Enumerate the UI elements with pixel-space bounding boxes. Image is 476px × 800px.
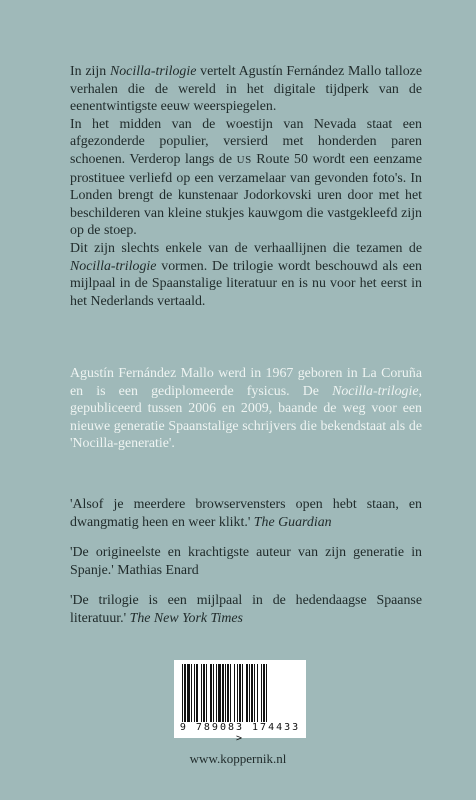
press-quote: 'De trilogie is een mijlpaal in de hedendaagse Spaanse literatuur.' The New York Times [70, 593, 422, 626]
barcode-bar [216, 664, 217, 722]
barcode-bar [184, 664, 186, 722]
isbn-barcode [174, 660, 306, 744]
press-quotes [70, 496, 422, 641]
barcode-bar [263, 664, 265, 722]
barcode-bar [196, 664, 198, 722]
barcode-bar [251, 664, 253, 722]
quote-source: Mathias Enard [117, 562, 199, 578]
barcode-bar [242, 664, 243, 722]
book-description [70, 63, 422, 310]
barcode-bar [261, 664, 262, 722]
description-paragraph-3: Dit zijn slechts enkele van de verhaallijnen die tezamen de Nocilla-trilogie vormen. De trilogie wordt beschouwd als een mijlpaal in de Spaanstalige literatuur en is nu voor het eerst in het Nederlands vertaald. [70, 240, 422, 309]
barcode-bar [222, 664, 224, 722]
barcode-bar [234, 664, 235, 722]
barcode-bar [201, 664, 202, 722]
barcode-bar [237, 664, 238, 722]
book-title-italic: Nocilla-trilogie [70, 258, 157, 274]
barcode-bar [194, 664, 195, 722]
isbn-number: 9 789083 174433 > [179, 722, 301, 744]
author-bio [70, 365, 422, 453]
barcode-bar [227, 664, 229, 722]
press-quote: 'De origineelste en krachtigste auteur van zijn generatie in Spanje.' Mathias Enard [70, 545, 422, 578]
barcode-bar [230, 664, 231, 722]
barcode-bar [210, 664, 212, 722]
press-quote: 'Alsof je meerdere browservensters open hebt staan, en dwangmatig heen en weer klikt.' The Guardian [70, 497, 422, 530]
barcode-bar [225, 664, 226, 722]
barcode-bar [206, 664, 207, 722]
description-paragraph-1: In zijn Nocilla-trilogie vertelt Agustín Fernández Mallo talloze verhalen die de wereld in het digitale tijdperk van de eenentwintigste eeuw weerspiegelen. [70, 64, 422, 115]
barcode-bar [249, 664, 250, 722]
publisher-url[interactable]: www.koppernik.nl [189, 751, 287, 766]
description-paragraph-2: In het midden van de woestijn van Nevada staat een afgezonderde populier, versierd met honderden paren schoenen. Verderop langs de US Route 50 wordt een eenzame prostituee verliefd op een verzamelaar van gevonden foto's. In Londen brengt de kunstenaar Jodorkovski uren door met het beschilderen van kleine stukjes kauwgom die vastgekleefd zijn op de stoep. [70, 116, 422, 239]
barcode-bar [203, 664, 205, 722]
barcode-bar [182, 664, 183, 722]
barcode-bar [266, 664, 267, 722]
barcode-bar [213, 664, 214, 722]
book-title-italic: Nocilla-trilogie [109, 64, 197, 79]
quote-source: The Guardian [253, 514, 332, 530]
barcode-bars [182, 664, 298, 722]
barcode-bar [218, 664, 221, 722]
quote-source: The New York Times [129, 610, 243, 626]
barcode-bar [239, 664, 241, 722]
barcode-bar [254, 664, 255, 722]
barcode-bar [187, 664, 190, 722]
author-bio-text: Agustín Fernández Mallo werd in 1967 geboren in La Coruña en is een gediplomeerde fysicus. De Nocilla-trilogie, gepubliceerd tussen 2006 en 2009, baande de weg voor een nieuwe generatie Spaanstalige schrijvers die bekendstaat als de 'Nocilla-generatie'. [70, 366, 422, 452]
barcode-bar [246, 664, 248, 722]
barcode-bar [257, 664, 258, 722]
barcode-bar [191, 664, 192, 722]
